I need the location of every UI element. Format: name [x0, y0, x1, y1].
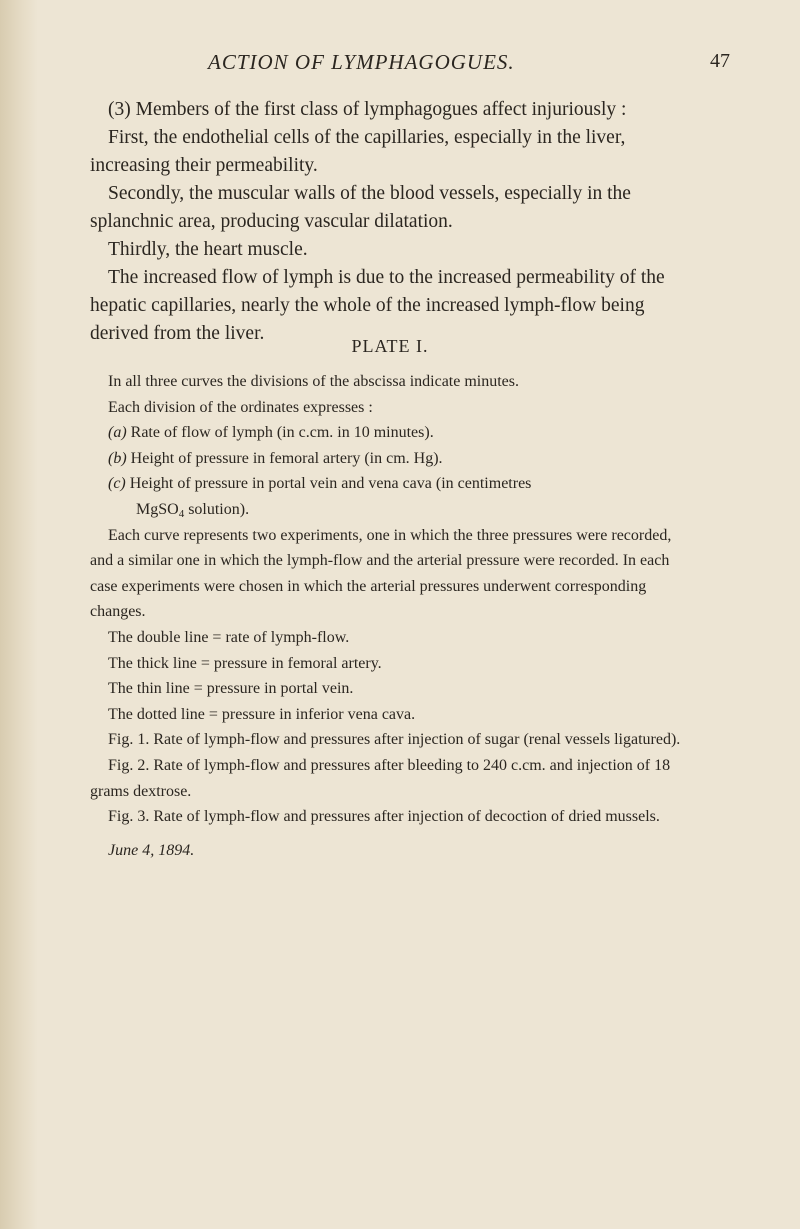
paragraph-lead: (3) Members of the first class of lymphagogues affect injuriously : — [108, 99, 627, 120]
paragraph-conclusion: The increased flow of lymph is due to the increased permeability of the hepatic capillaries, nearly the whole of the increased lymph-flow being derived from the liver. — [90, 267, 665, 344]
ordinates-intro: Each division of the ordinates expresses : — [108, 398, 373, 416]
ordinate-item-c — [90, 471, 690, 497]
page-header — [90, 50, 730, 80]
figure-caption-1: Fig. 1. Rate of lymph-flow and pressures after injection of sugar (renal vessels ligatured). — [108, 731, 681, 749]
paragraph-second: Secondly, the muscular walls of the blood vessels, especially in the splanchnic area, producing vascular dilatation. — [90, 183, 631, 232]
mgso-subscript: 4 — [178, 507, 185, 520]
ordinate-item-a — [90, 420, 690, 446]
ordinate-item-b — [90, 446, 690, 472]
solution-text: solution). — [184, 500, 250, 518]
ordinate-label-a: (a) — [108, 424, 127, 442]
legend-dotted-line: The dotted line = pressure in inferior vena cava. — [108, 705, 416, 723]
plate-date: June 4, 1894. — [108, 841, 195, 859]
plate-heading: PLATE I. — [351, 336, 429, 356]
ordinate-text-a: Rate of flow of lymph (in c.cm. in 10 minutes). — [130, 424, 434, 442]
ordinate-item-c-continued — [90, 497, 690, 523]
figure-caption-2: Fig. 2. Rate of lymph-flow and pressures after bleeding to 240 c.cm. and injection of 18 grams dextrose. — [90, 756, 671, 800]
ordinate-text-c: Height of pressure in portal vein and vena cava (in centimetres — [129, 475, 532, 493]
plate-description — [90, 369, 690, 863]
ordinate-label-b: (b) — [108, 449, 127, 467]
legend-double-line: The double line = rate of lymph-flow. — [108, 628, 350, 646]
body-text — [90, 96, 690, 348]
ordinate-label-c: (c) — [108, 475, 126, 493]
ordinate-text-b: Height of pressure in femoral artery (in cm. Hg). — [130, 449, 443, 467]
figure-caption-3: Fig. 3. Rate of lymph-flow and pressures after injection of decoction of dried mussels. — [108, 808, 660, 826]
page-number: 47 — [710, 50, 730, 72]
curves-paragraph: Each curve represents two experiments, one in which the three pressures were recorded, and a similar one in which the lymph-flow and the arterial pressure were recorded. In each case experiments were chosen in which the arterial pressures underwent corresponding changes. — [90, 526, 672, 621]
mgso-formula: MgSO — [136, 500, 179, 518]
legend-thin-line: The thin line = pressure in portal vein. — [108, 680, 354, 698]
running-title: ACTION OF LYMPHAGOGUES. — [208, 50, 515, 74]
abscissa-note: In all three curves the divisions of the abscissa indicate minutes. — [108, 373, 519, 390]
plate-section — [90, 336, 690, 863]
paragraph-third: Thirdly, the heart muscle. — [108, 239, 308, 260]
legend-thick-line: The thick line = pressure in femoral artery. — [108, 654, 382, 672]
paragraph-first: First, the endothelial cells of the capillaries, especially in the liver, increasing their permeability. — [90, 127, 626, 176]
